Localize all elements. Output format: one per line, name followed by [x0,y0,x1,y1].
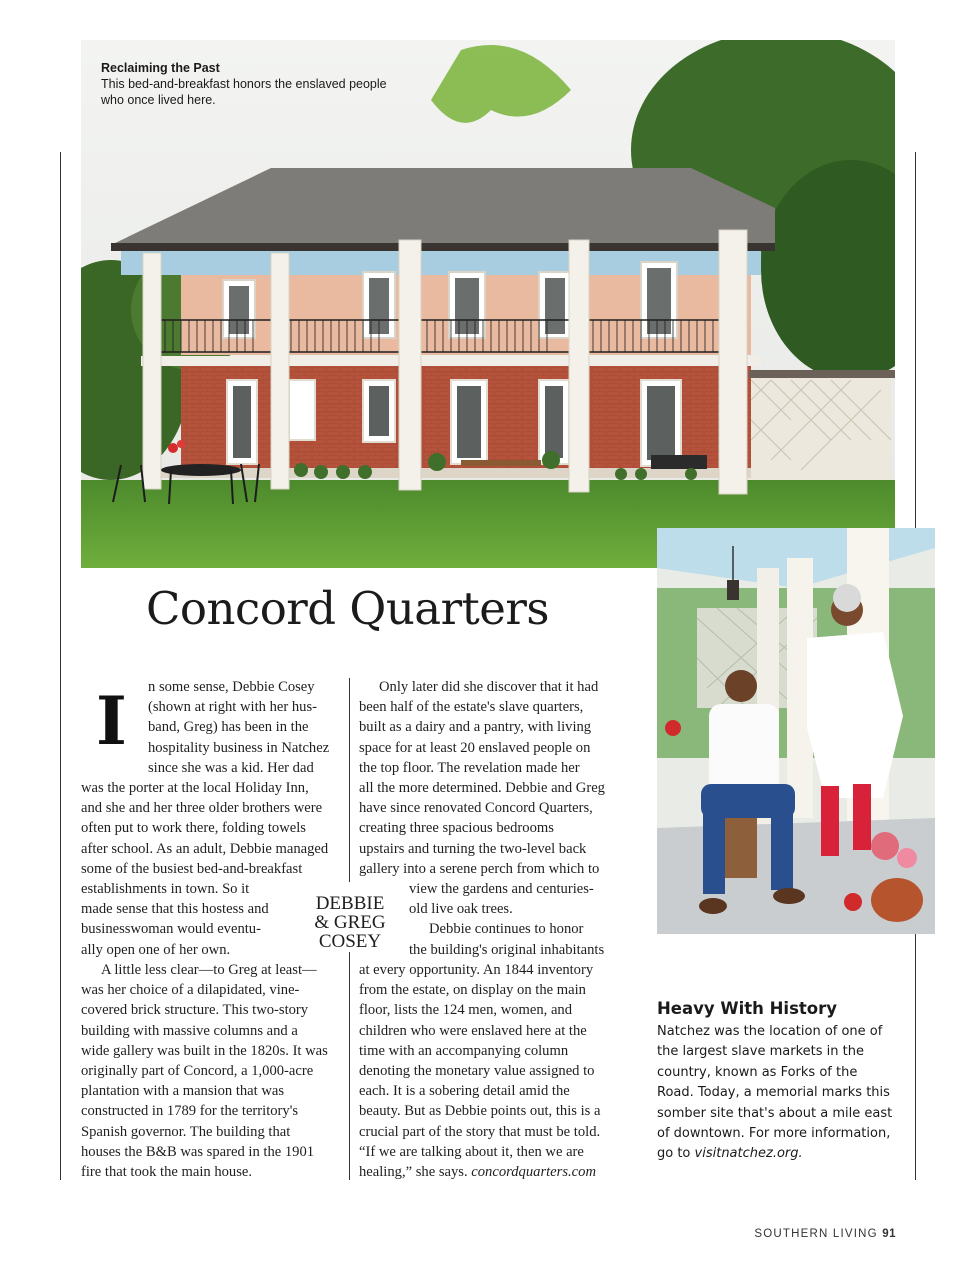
page-number: 91 [882,1228,896,1240]
text-line: floor, lists the 124 men, women, and [359,1002,573,1019]
column-rule-bottom [349,952,350,1180]
magazine-name: SOUTHERN LIVING [754,1228,878,1240]
pull-quote-line: & GREG [314,912,386,933]
text-line: “If we are talking about it, then we are [359,1143,584,1160]
text-line: plantation with a mansion that was [81,1083,285,1100]
text-line: businesswoman would eventu- [81,921,261,938]
text-line: after school. As an adult, Debbie managed [81,840,329,857]
text-line: band, Greg) has been in the [148,719,309,736]
right-margin-rule-bottom [915,934,916,1180]
text-line: made sense that this hostess and [81,901,269,918]
text-line: have since renovated Concord Quarters, [359,800,593,817]
text-line: (shown at right with her hus- [148,699,318,716]
portrait-photo [657,528,935,934]
text-line: since she was a kid. Her dad [148,759,314,776]
text-line: houses the B&B was spared in the 1901 [81,1143,315,1160]
column-2-rest [359,960,617,1182]
drop-cap: I [96,682,127,760]
column-1-paragraph-2 [81,960,339,1182]
text-line: the building's original inhabitants [409,941,605,958]
text-line: establishments in town. So it [81,881,250,897]
sidebar-body [657,1022,897,1165]
bed-and-breakfast-illustration [81,40,895,568]
text-line: time with an accompanying column [359,1042,569,1059]
text-line: originally part of Concord, a 1,000-acre [81,1063,314,1080]
column-1-wrap [81,879,291,960]
text-line: children who were enslaved here at the [359,1022,587,1039]
text-line: covered brick structure. This two-story [81,1002,309,1019]
column-1-lead [148,677,339,778]
text-line: built as a dairy and a pantry, with living [359,719,592,736]
text-line: hospitality business in Natchez [148,739,330,756]
text-line: n some sense, Debbie Cosey [148,679,315,695]
caption-title: Reclaiming the Past [101,61,220,75]
caption-text: This bed-and-breakfast honors the enslaved people who once lived here. [101,77,387,107]
text-line: old live oak trees. [409,901,513,918]
text-line: denoting the monetary value assigned to [359,1063,595,1080]
text-line: space for at least 20 enslaved people on [359,739,591,756]
text-line: was her choice of a dilapidated, vine- [81,982,300,999]
page-folio [754,1228,896,1240]
text-line: A little less clear—to Greg at least— [101,962,317,978]
pull-quote-line: COSEY [318,931,382,952]
sidebar [657,998,897,1165]
couple-on-porch-illustration [657,528,935,934]
text-line: all the more determined. Debbie and Greg [359,780,605,797]
text-line: building with massive columns and a [81,1022,298,1039]
pull-quote-line: DEBBIE [315,893,385,914]
column-1-body [81,778,339,879]
text-line: Spanish governor. The building that [81,1123,291,1140]
text-line: each. It is a sobering detail amid the [359,1083,570,1100]
text-line: constructed in 1789 for the territory's [81,1103,299,1120]
closing-text: healing,” she says. [359,1164,468,1181]
left-margin-rule [60,152,61,1180]
text-line: and she and her three older brothers were [81,800,323,817]
sidebar-link[interactable]: visitnatchez.org. [694,1146,803,1162]
hero-photo [81,40,895,568]
text-line-last [359,1162,617,1182]
website-link[interactable]: concordquarters.com [471,1164,596,1181]
text-line: fire that took the main house. [81,1164,253,1181]
sidebar-title: Heavy With History [657,999,838,1018]
text-line: been half of the estate's slave quarters, [359,699,584,716]
pull-quote [310,894,390,951]
photo-caption [101,60,401,108]
right-margin-rule-top [915,152,916,528]
sidebar-text: Natchez was the location of one of the largest slave markets in the country, known as Forks of the Road. Today, a memorial marks this somber site that's about a mile east of downtown. For more information, go to [657,1024,893,1162]
text-line: at every opportunity. An 1844 inventory [359,962,594,978]
text-line: Debbie continues to honor [429,921,584,938]
column-2-wrap [409,879,617,960]
column-2-body [359,677,617,879]
text-line: often put to work there, folding towels [81,820,306,837]
text-line: upstairs and turning the two-level back [359,840,587,857]
text-line: was the porter at the local Holiday Inn, [81,780,309,796]
text-line: ally open one of her own. [81,941,231,958]
text-line: Only later did she discover that it had [379,679,599,695]
text-line: beauty. But as Debbie points out, this is a [359,1103,601,1120]
text-line: crucial part of the story that must be told. [359,1123,601,1140]
text-line: gallery into a serene perch from which to [359,860,600,877]
text-line: some of the busiest bed-and-breakfast [81,860,303,877]
article-headline: Concord Quarters [146,582,549,635]
text-line: creating three spacious bedrooms [359,820,554,837]
text-line: the top floor. The revelation made her [359,759,580,776]
text-line: view the gardens and centuries- [409,881,594,897]
text-line: from the estate, on display on the main [359,982,586,999]
text-line: wide gallery was built in the 1820s. It was [81,1042,328,1059]
column-rule-top [349,678,350,882]
